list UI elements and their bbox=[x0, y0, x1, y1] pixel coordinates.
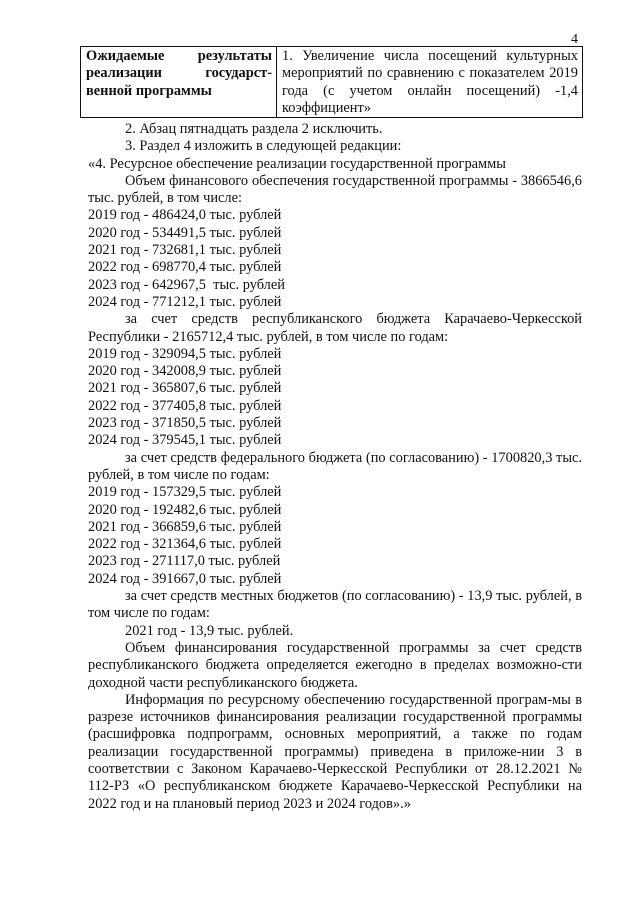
list-item: 2024 год - 771212,1 тыс. рублей bbox=[88, 293, 282, 310]
paragraph-annual: Объем финансирования государственной программы за счет средств республиканского бюджета определяется ежегодно в пределах возможно-сти доходной части республиканского бюджета. bbox=[88, 639, 582, 691]
list-item: 2023 год - 371850,5 тыс. рублей bbox=[88, 415, 282, 432]
republic-years-list bbox=[88, 346, 582, 450]
paragraph-total: Объем финансового обеспечения государственной программы - 3866546,6 тыс. рублей, в том числе: bbox=[88, 172, 582, 207]
list-item: 2021 год - 365807,6 тыс. рублей bbox=[88, 380, 282, 397]
table-value-cell: 1. Увеличение числа посещений культурных мероприятий по сравнению с показателем 2019 года (с учетом онлайн посещений) -1,4 коэффициент» bbox=[277, 47, 583, 118]
list-item: 2020 год - 192482,6 тыс. рублей bbox=[88, 501, 282, 518]
list-item: 2022 год - 377405,8 тыс. рублей bbox=[88, 397, 282, 414]
list-item: 2021 год - 732681,1 тыс. рублей bbox=[88, 242, 282, 259]
paragraph-item-2: 2. Абзац пятнадцать раздела 2 исключить. bbox=[125, 121, 383, 137]
table-label-cell: Ожидаемые результаты реализации государст-венной программы bbox=[81, 47, 277, 118]
paragraph-local-year: 2021 год - 13,9 тыс. рублей. bbox=[125, 622, 294, 639]
list-item: 2021 год - 366859,6 тыс. рублей bbox=[88, 518, 282, 535]
federal-years-list bbox=[88, 484, 582, 588]
section-title: «4. Ресурсное обеспечение реализации государственной программы bbox=[88, 155, 506, 172]
paragraph-info: Информация по ресурсному обеспечению государственной програм-мы в разрезе источников финансирования реализации государственной программы (расшифровка подпрограмм, основных мероприятий, а также по годам реализации государственной программы) приведена в приложе-нии 3 в соответствии с Законом Карачаево-Черкесской Республики от 28.12.2021 № 112-РЗ «О республиканском бюджете Карачаево-Черкесской Республики на 2022 год и на плановый период 2023 и 2024 годов».» bbox=[88, 691, 582, 812]
list-item: 2023 год - 642967,5 тыс. рублей bbox=[88, 276, 285, 293]
list-item: 2019 год - 329094,5 тыс. рублей bbox=[88, 345, 282, 362]
results-table bbox=[80, 46, 583, 118]
list-item: 2020 год - 534491,5 тыс. рублей bbox=[88, 224, 282, 241]
list-item: 2020 год - 342008,9 тыс. рублей bbox=[88, 363, 282, 380]
table-row bbox=[81, 47, 583, 118]
list-item: 2024 год - 391667,0 тыс. рублей bbox=[88, 570, 282, 587]
paragraph-item-3: 3. Раздел 4 изложить в следующей редакции: bbox=[125, 138, 402, 155]
list-item: 2019 год - 157329,5 тыс. рублей bbox=[88, 484, 282, 501]
paragraph-republic: за счет средств республиканского бюджета Карачаево-Черкесской Республики - 2165712,4 тыс. рублей, в том числе по годам: bbox=[88, 311, 582, 345]
paragraph-federal: за счет средств федерального бюджета (по согласованию) - 1700820,3 тыс. рублей, в том числе по годам: bbox=[88, 449, 582, 483]
total-years-list bbox=[88, 207, 582, 311]
list-item: 2024 год - 379545,1 тыс. рублей bbox=[88, 432, 282, 449]
page-number: 4 bbox=[571, 32, 578, 47]
list-item: 2019 год - 486424,0 тыс. рублей bbox=[88, 207, 282, 224]
paragraph-local: за счет средств местных бюджетов (по согласованию) - 13,9 тыс. рублей, в том числе по годам: bbox=[88, 588, 582, 622]
document-body bbox=[88, 121, 582, 813]
list-item: 2022 год - 321364,6 тыс. рублей bbox=[88, 536, 282, 553]
list-item: 2022 год - 698770,4 тыс. рублей bbox=[88, 259, 282, 276]
list-item: 2023 год - 271117,0 тыс. рублей bbox=[88, 553, 281, 570]
